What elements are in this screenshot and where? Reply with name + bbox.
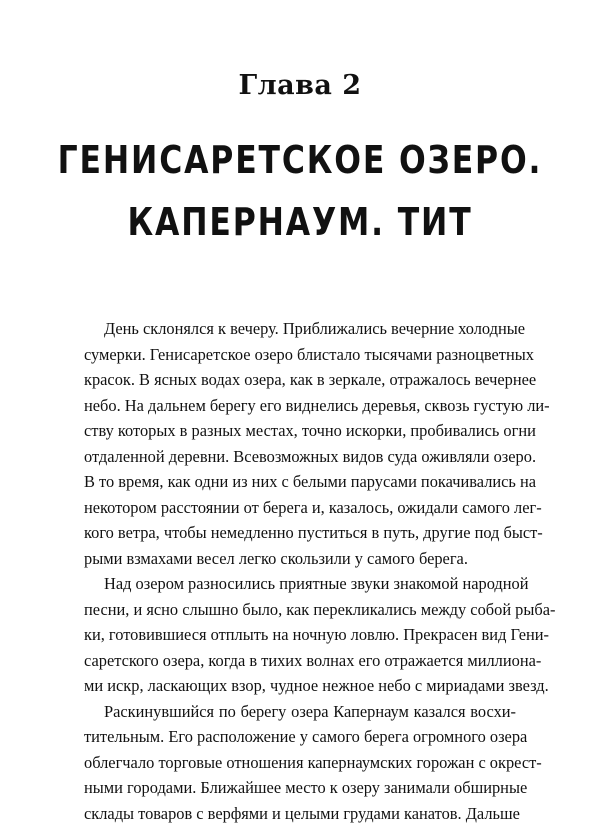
text-line: рыми взмахами весел легко скользили у самого берега. [84,546,516,572]
chapter-title-line-2: КАПЕРНАУМ. ТИТ [24,200,576,244]
text-line: тительным. Его расположение у самого берега огромного озера [84,724,516,750]
text-line: красок. В ясных водах озера, как в зеркале, отражалось вечернее [84,367,516,393]
text-line: облегчало торговые отношения капернаумских горожан с окрест- [84,750,516,776]
text-line: ки, готовившиеся отплыть на ночную ловлю. Прекрасен вид Гени- [84,622,516,648]
text-line: небо. На дальнем берегу его виднелись деревья, сквозь густую ли- [84,393,516,419]
text-line: саретского озера, когда в тихих волнах его отражается миллиона- [84,648,516,674]
text-line: отдаленной деревни. Всевозможных видов суда оживляли озеро. [84,444,516,470]
chapter-number: Глава 2 [0,70,600,101]
text-line: ми искр, ласкающих взор, чудное нежное небо с мириадами звезд. [84,673,516,699]
text-line: сумерки. Генисаретское озеро блистало тысячами разноцветных [84,342,516,368]
text-line: песни, и ясно слышно было, как перекликались между собой рыба- [84,597,516,623]
text-line: ству которых в разных местах, точно искорки, пробивались огни [84,418,516,444]
chapter-title-line-1: ГЕНИСАРЕТСКОЕ ОЗЕРО. [24,138,576,182]
text-line: В то время, как одни из них с белыми парусами покачивались на [84,469,516,495]
text-line: Раскинувшийся по берегу озера Капернаум казался восхи- [84,699,516,725]
text-line: День склонялся к вечеру. Приближались вечерние холодные [84,316,516,342]
text-line: склады товаров с верфями и целыми грудами канатов. Дальше [84,801,516,826]
text-line: кого ветра, чтобы немедленно пуститься в путь, другие под быст- [84,520,516,546]
text-line: Над озером разносились приятные звуки знакомой народной [84,571,516,597]
text-line: некотором расстоянии от берега и, казалось, ожидали самого лег- [84,495,516,521]
text-line: ными городами. Ближайшее место к озеру занимали обширные [84,775,516,801]
